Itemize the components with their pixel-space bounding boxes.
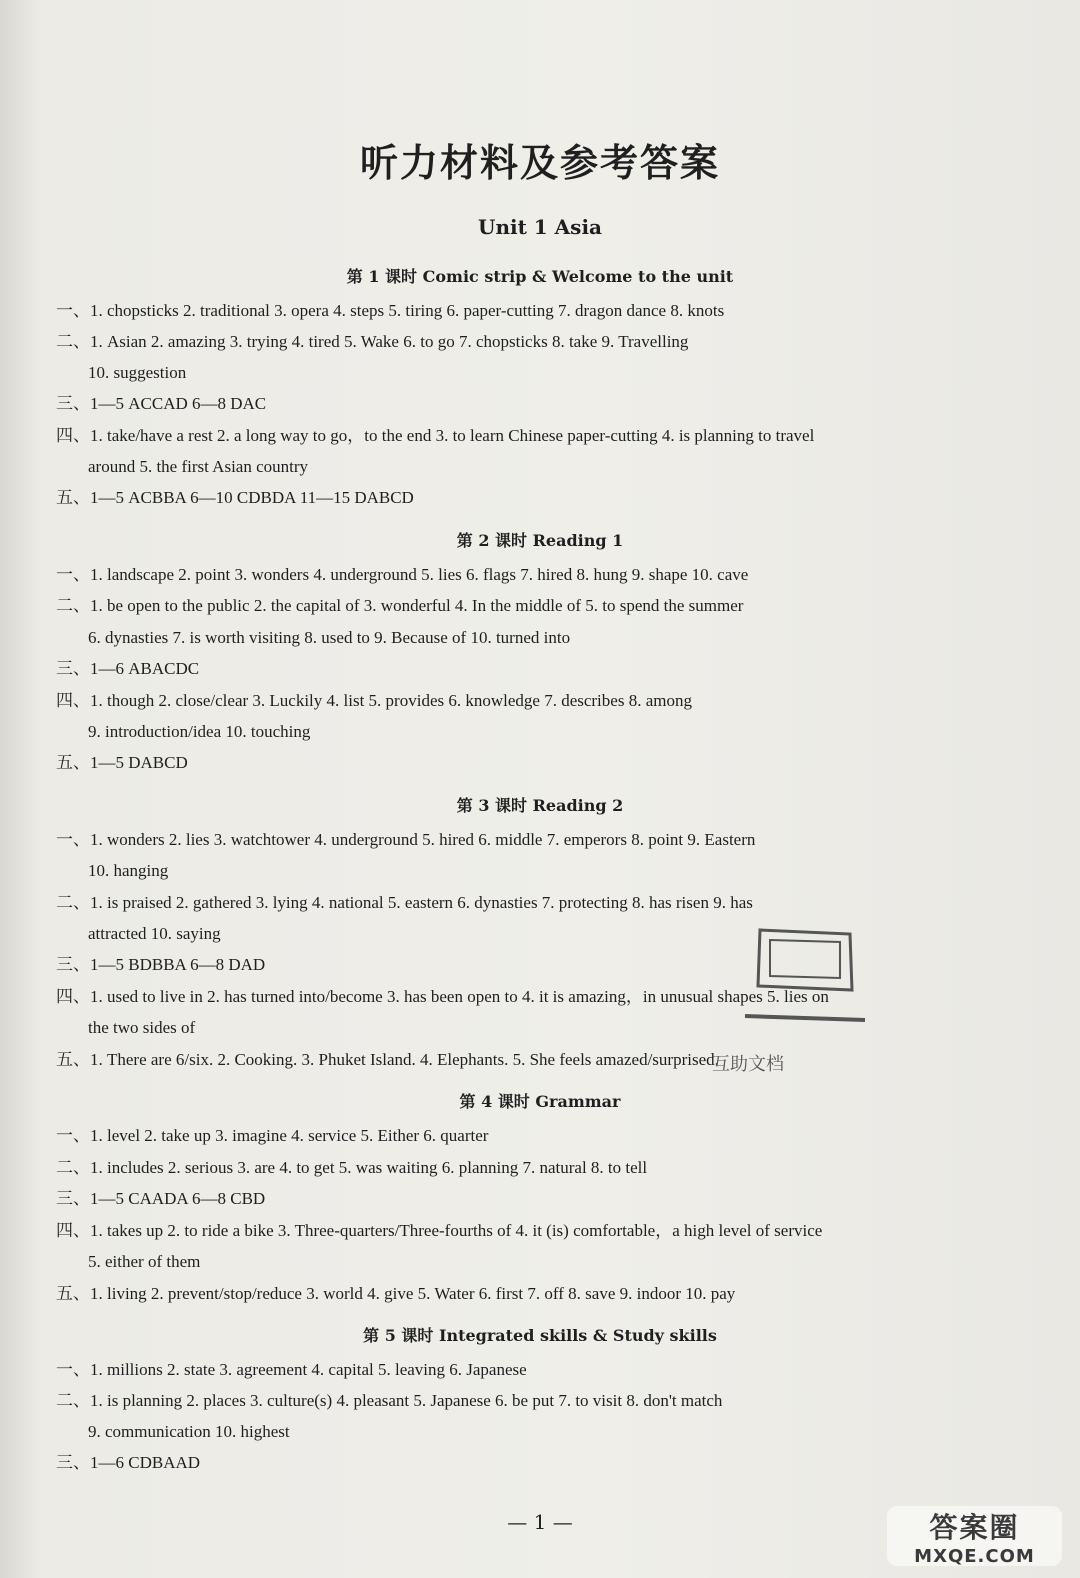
- stamp-icon: [740, 920, 870, 1030]
- page-title: 听力材料及参考答案: [359, 140, 720, 185]
- answer-line: 三、1—6 CDBAAD: [56, 1453, 201, 1472]
- answer-line: 四、1. takes up 2. to ride a bike 3. Three-quarters/Three-fourths of 4. it (is) comfortable，a high level of service: [56, 1221, 823, 1240]
- answer-line: 二、1. Asian 2. amazing 3. trying 4. tired 5. Wake 6. to go 7. chopsticks 8. take 9. Travelling: [56, 332, 689, 351]
- answer-line: 四、1. used to live in 2. has turned into/become 3. has been open to 4. it is amazing，in unusual shapes 5. lies on: [56, 987, 829, 1006]
- answer-line: 二、1. is praised 2. gathered 3. lying 4. national 5. eastern 6. dynasties 7. protecting 8. has risen 9. has: [56, 893, 753, 912]
- answer-line: the two sides of: [88, 1018, 196, 1037]
- watermark-cn: 答案圈: [929, 1510, 1020, 1544]
- answer-line: 10. suggestion: [88, 363, 187, 382]
- answer-line: 三、1—5 BDBBA 6—8 DAD: [56, 955, 266, 974]
- unit-heading: Unit 1 Asia: [478, 215, 602, 239]
- answer-line: 三、1—5 ACCAD 6—8 DAC: [56, 394, 267, 413]
- lesson-heading: 第 5 课时 Integrated skills & Study skills: [363, 1326, 717, 1345]
- answer-line: 三、1—6 ABACDC: [56, 659, 200, 678]
- answer-line: 四、1. take/have a rest 2. a long way to go，to the end 3. to learn Chinese paper-cutting 4. is planning to travel: [56, 426, 815, 445]
- answer-line: 5. either of them: [88, 1252, 201, 1271]
- answer-line: 一、1. landscape 2. point 3. wonders 4. underground 5. lies 6. flags 7. hired 8. hung 9. shape 10. cave: [56, 565, 749, 584]
- answer-line: 一、1. millions 2. state 3. agreement 4. capital 5. leaving 6. Japanese: [56, 1360, 527, 1379]
- page-number: — 1 —: [507, 1510, 573, 1534]
- answer-line: 一、1. chopsticks 2. traditional 3. opera 4. steps 5. tiring 6. paper-cutting 7. dragon dance 8. knots: [56, 301, 725, 320]
- lesson-heading: 第 1 课时 Comic strip & Welcome to the unit: [346, 267, 734, 286]
- answer-line: 二、1. includes 2. serious 3. are 4. to get 5. was waiting 6. planning 7. natural 8. to tell: [56, 1158, 648, 1177]
- answer-line: 二、1. be open to the public 2. the capital of 3. wonderful 4. In the middle of 5. to spend the summer: [56, 596, 744, 615]
- answer-line: 五、1—5 ACBBA 6—10 CDBDA 11—15 DABCD: [56, 488, 414, 507]
- lesson-heading: 第 2 课时 Reading 1: [456, 531, 624, 550]
- watermark-logo: [887, 1506, 1062, 1566]
- answer-line: 三、1—5 CAADA 6—8 CBD: [56, 1189, 266, 1208]
- answer-line: 一、1. wonders 2. lies 3. watchtower 4. underground 5. hired 6. middle 7. emperors 8. point 9. Eastern: [56, 830, 756, 849]
- answer-line: 四、1. though 2. close/clear 3. Luckily 4. list 5. provides 6. knowledge 7. describes 8. among: [56, 691, 692, 710]
- answer-line: 9. introduction/idea 10. touching: [88, 722, 311, 741]
- answer-line: 五、1. living 2. prevent/stop/reduce 3. world 4. give 5. Water 6. first 7. off 8. save 9. indoor 10. pay: [56, 1284, 736, 1303]
- answer-line: attracted 10. saying: [88, 924, 221, 943]
- answer-line: 二、1. is planning 2. places 3. culture(s) 4. pleasant 5. Japanese 6. be put 7. to visit 8. don't match: [56, 1391, 723, 1410]
- stamp-text: 互助文档: [712, 1054, 784, 1075]
- lesson-heading: 第 4 课时 Grammar: [459, 1092, 621, 1111]
- answer-line: 9. communication 10. highest: [88, 1422, 290, 1441]
- answer-line: 10. hanging: [88, 861, 169, 880]
- answer-line: 五、1. There are 6/six. 2. Cooking. 3. Phuket Island. 4. Elephants. 5. She feels amazed/surprised.: [56, 1050, 719, 1069]
- answer-line: 6. dynasties 7. is worth visiting 8. used to 9. Because of 10. turned into: [88, 628, 571, 647]
- answer-line: 一、1. level 2. take up 3. imagine 4. service 5. Either 6. quarter: [56, 1126, 489, 1145]
- watermark-en: MXQE.COM: [914, 1545, 1035, 1567]
- lesson-heading: 第 3 课时 Reading 2: [456, 796, 624, 815]
- answer-line: around 5. the first Asian country: [88, 457, 309, 476]
- answer-line: 五、1—5 DABCD: [56, 753, 188, 772]
